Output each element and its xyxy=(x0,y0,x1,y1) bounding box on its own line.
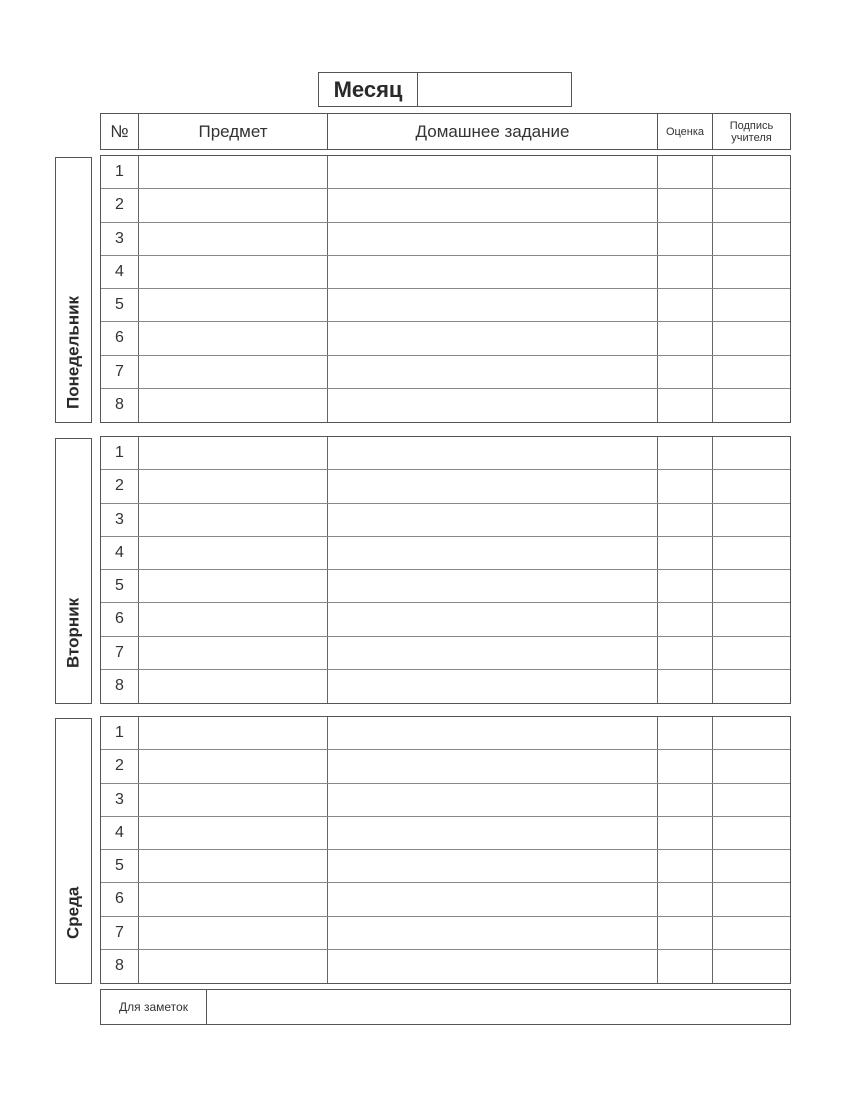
subject-field[interactable] xyxy=(139,883,328,915)
homework-field[interactable] xyxy=(328,504,658,536)
lesson-number: 6 xyxy=(101,322,139,354)
signature-field[interactable] xyxy=(713,504,790,536)
lesson-number: 7 xyxy=(101,356,139,388)
homework-field[interactable] xyxy=(328,850,658,882)
signature-field[interactable] xyxy=(713,750,790,782)
lesson-number: 8 xyxy=(101,950,139,983)
lesson-number: 3 xyxy=(101,784,139,816)
signature-field[interactable] xyxy=(713,256,790,288)
grade-field[interactable] xyxy=(658,389,713,422)
header-grade: Оценка xyxy=(658,114,713,149)
signature-field[interactable] xyxy=(713,470,790,502)
lesson-number: 3 xyxy=(101,223,139,255)
signature-field[interactable] xyxy=(713,637,790,669)
lesson-number: 2 xyxy=(101,750,139,782)
day-table-tuesday xyxy=(100,436,791,704)
subject-field[interactable] xyxy=(139,322,328,354)
table-row xyxy=(101,470,790,503)
signature-field[interactable] xyxy=(713,917,790,949)
day-label-tuesday xyxy=(55,438,92,704)
grade-field[interactable] xyxy=(658,717,713,749)
table-row xyxy=(101,950,790,983)
grade-field[interactable] xyxy=(658,603,713,635)
lesson-number: 6 xyxy=(101,883,139,915)
subject-field[interactable] xyxy=(139,950,328,983)
homework-field[interactable] xyxy=(328,883,658,915)
signature-field[interactable] xyxy=(713,784,790,816)
homework-field[interactable] xyxy=(328,950,658,983)
subject-field[interactable] xyxy=(139,223,328,255)
grade-field[interactable] xyxy=(658,537,713,569)
subject-field[interactable] xyxy=(139,850,328,882)
header-homework: Домашнее задание xyxy=(328,114,658,149)
day-name: Среда xyxy=(63,886,83,940)
day-name: Понедельник xyxy=(63,295,83,409)
lesson-number: 8 xyxy=(101,389,139,422)
subject-field[interactable] xyxy=(139,437,328,469)
grade-field[interactable] xyxy=(658,637,713,669)
signature-field[interactable] xyxy=(713,437,790,469)
subject-field[interactable] xyxy=(139,289,328,321)
grade-field[interactable] xyxy=(658,670,713,703)
lesson-number: 7 xyxy=(101,917,139,949)
grade-field[interactable] xyxy=(658,817,713,849)
subject-field[interactable] xyxy=(139,637,328,669)
signature-field[interactable] xyxy=(713,603,790,635)
homework-field[interactable] xyxy=(328,603,658,635)
subject-field[interactable] xyxy=(139,603,328,635)
homework-field[interactable] xyxy=(328,637,658,669)
grade-field[interactable] xyxy=(658,223,713,255)
homework-field[interactable] xyxy=(328,289,658,321)
signature-field[interactable] xyxy=(713,189,790,221)
table-row xyxy=(101,817,790,850)
homework-field[interactable] xyxy=(328,389,658,422)
homework-field[interactable] xyxy=(328,817,658,849)
grade-field[interactable] xyxy=(658,437,713,469)
homework-field[interactable] xyxy=(328,256,658,288)
month-box xyxy=(318,72,572,107)
lesson-number: 5 xyxy=(101,850,139,882)
lesson-number: 8 xyxy=(101,670,139,703)
table-row xyxy=(101,750,790,783)
table-row xyxy=(101,189,790,222)
lesson-number: 1 xyxy=(101,156,139,188)
header-num: № xyxy=(101,114,139,149)
grade-field[interactable] xyxy=(658,322,713,354)
signature-field[interactable] xyxy=(713,570,790,602)
signature-field[interactable] xyxy=(713,356,790,388)
lesson-number: 5 xyxy=(101,570,139,602)
header-signature-cell xyxy=(713,114,790,149)
table-row xyxy=(101,389,790,422)
grade-field[interactable] xyxy=(658,850,713,882)
table-row xyxy=(101,356,790,389)
table-row xyxy=(101,322,790,355)
table-row xyxy=(101,603,790,636)
table-row xyxy=(101,917,790,950)
grade-field[interactable] xyxy=(658,950,713,983)
grade-field[interactable] xyxy=(658,570,713,602)
homework-field[interactable] xyxy=(328,470,658,502)
homework-field[interactable] xyxy=(328,189,658,221)
homework-field[interactable] xyxy=(328,784,658,816)
subject-field[interactable] xyxy=(139,670,328,703)
notes-label: Для заметок xyxy=(101,990,207,1024)
subject-field[interactable] xyxy=(139,156,328,188)
table-row xyxy=(101,784,790,817)
homework-field[interactable] xyxy=(328,156,658,188)
grade-field[interactable] xyxy=(658,289,713,321)
grade-field[interactable] xyxy=(658,470,713,502)
table-row xyxy=(101,637,790,670)
grade-field[interactable] xyxy=(658,750,713,782)
lesson-number: 7 xyxy=(101,637,139,669)
signature-field[interactable] xyxy=(713,670,790,703)
table-row xyxy=(101,504,790,537)
homework-field[interactable] xyxy=(328,717,658,749)
grade-field[interactable] xyxy=(658,504,713,536)
subject-field[interactable] xyxy=(139,717,328,749)
lesson-number: 2 xyxy=(101,189,139,221)
signature-field[interactable] xyxy=(713,322,790,354)
table-row xyxy=(101,256,790,289)
day-table-wednesday xyxy=(100,716,791,984)
lesson-number: 2 xyxy=(101,470,139,502)
homework-field[interactable] xyxy=(328,322,658,354)
notes-field[interactable] xyxy=(207,990,790,1024)
grade-field[interactable] xyxy=(658,917,713,949)
grade-field[interactable] xyxy=(658,356,713,388)
signature-field[interactable] xyxy=(713,389,790,422)
signature-field[interactable] xyxy=(713,717,790,749)
grade-field[interactable] xyxy=(658,156,713,188)
table-row xyxy=(101,537,790,570)
signature-field[interactable] xyxy=(713,883,790,915)
month-label: Месяц xyxy=(319,73,418,106)
homework-field[interactable] xyxy=(328,437,658,469)
subject-field[interactable] xyxy=(139,784,328,816)
lesson-number: 4 xyxy=(101,537,139,569)
lesson-number: 3 xyxy=(101,504,139,536)
homework-field[interactable] xyxy=(328,750,658,782)
homework-field[interactable] xyxy=(328,570,658,602)
subject-field[interactable] xyxy=(139,356,328,388)
lesson-number: 1 xyxy=(101,717,139,749)
subject-field[interactable] xyxy=(139,817,328,849)
lesson-number: 1 xyxy=(101,437,139,469)
subject-field[interactable] xyxy=(139,917,328,949)
table-header xyxy=(100,113,791,150)
grade-field[interactable] xyxy=(658,189,713,221)
signature-field[interactable] xyxy=(713,850,790,882)
grade-field[interactable] xyxy=(658,883,713,915)
day-label-monday xyxy=(55,157,92,423)
subject-field[interactable] xyxy=(139,570,328,602)
subject-field[interactable] xyxy=(139,189,328,221)
grade-field[interactable] xyxy=(658,256,713,288)
table-row xyxy=(101,289,790,322)
lesson-number: 4 xyxy=(101,817,139,849)
table-row xyxy=(101,717,790,750)
day-name: Вторник xyxy=(63,597,83,669)
signature-field[interactable] xyxy=(713,223,790,255)
subject-field[interactable] xyxy=(139,750,328,782)
table-row xyxy=(101,670,790,703)
signature-field[interactable] xyxy=(713,289,790,321)
signature-field[interactable] xyxy=(713,156,790,188)
subject-field[interactable] xyxy=(139,537,328,569)
homework-field[interactable] xyxy=(328,223,658,255)
table-row xyxy=(101,570,790,603)
notes-row xyxy=(100,989,791,1025)
table-row xyxy=(101,850,790,883)
header-signature: Подпись учителя xyxy=(729,119,774,144)
subject-field[interactable] xyxy=(139,389,328,422)
homework-field[interactable] xyxy=(328,917,658,949)
lesson-number: 5 xyxy=(101,289,139,321)
signature-field[interactable] xyxy=(713,950,790,983)
subject-field[interactable] xyxy=(139,470,328,502)
lesson-number: 6 xyxy=(101,603,139,635)
homework-field[interactable] xyxy=(328,537,658,569)
homework-field[interactable] xyxy=(328,356,658,388)
table-row xyxy=(101,883,790,916)
day-label-wednesday xyxy=(55,718,92,984)
table-row xyxy=(101,437,790,470)
month-field[interactable] xyxy=(418,73,571,106)
table-row xyxy=(101,156,790,189)
homework-field[interactable] xyxy=(328,670,658,703)
signature-field[interactable] xyxy=(713,537,790,569)
grade-field[interactable] xyxy=(658,784,713,816)
header-subject: Предмет xyxy=(139,114,328,149)
table-row xyxy=(101,223,790,256)
signature-field[interactable] xyxy=(713,817,790,849)
subject-field[interactable] xyxy=(139,504,328,536)
lesson-number: 4 xyxy=(101,256,139,288)
day-table-monday xyxy=(100,155,791,423)
subject-field[interactable] xyxy=(139,256,328,288)
